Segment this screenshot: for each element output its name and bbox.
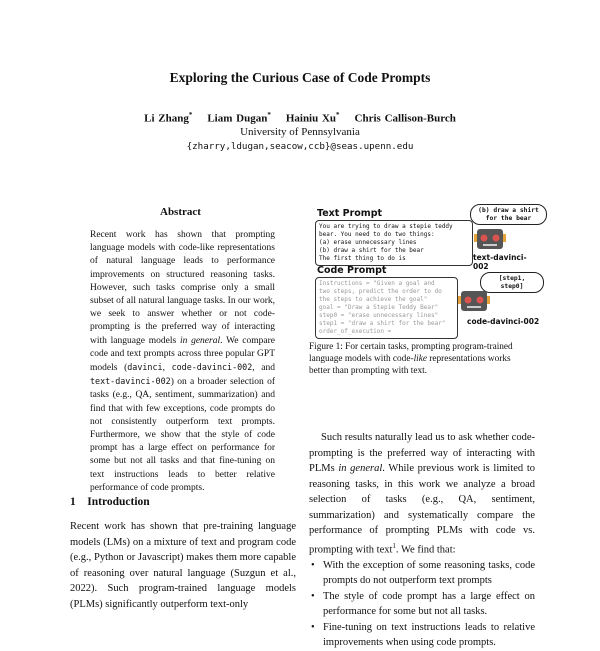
section-heading	[70, 496, 150, 508]
text-prompt-label: Text Prompt	[317, 208, 383, 219]
model-name: text-davinci-002	[90, 376, 171, 387]
paragraph-text: . We find that:	[395, 544, 456, 555]
abstract-body	[90, 229, 275, 495]
right-column-body	[309, 430, 535, 651]
figure-1	[315, 205, 540, 335]
list-item: • Fine-tuning on text instructions leads to relative improvements when using code prompts.	[323, 620, 535, 651]
footnote-marker: 1	[392, 541, 396, 550]
paragraph-text: . While previous work is limited to reasoning tasks, in this work we analyze a broad selection of tasks (e.g., QA, sentiment, summarization) and systematically compare the performance of prompting PLMs with code vs. prompting with text	[309, 463, 535, 555]
author-name: Chris Callison-Burch	[354, 112, 456, 125]
code-model-label: code-davinci-002	[467, 317, 540, 326]
figure-caption	[309, 341, 534, 378]
section-number: 1	[70, 496, 76, 508]
list-item: • With the exception of some reasoning tasks, code prompts do not outperform text prompts	[323, 558, 535, 589]
author-name: Hainiu Xu	[285, 112, 337, 125]
paper-title: Exploring the Curious Case of Code Prompts	[169, 70, 431, 85]
text-model-output: (b) draw a shirt for the bear	[478, 207, 539, 222]
list-item: • The style of code prompt has a large effect on performance for some but not all tasks.	[323, 589, 535, 620]
code-prompt-box: Instructions = "Given a goal and two steps, predict the order to do the steps to achieve the goal" goal = "Draw a Stepie Teddy Bear" step0 = "erase unnecessary lines" step1 = "draw a shirt for the bear" order_of_execution =	[315, 277, 458, 339]
text-model-label: text-davinci-002	[473, 253, 527, 271]
code-prompt-label: Code Prompt	[317, 265, 387, 276]
author-list	[0, 111, 600, 125]
abstract-text: ) on a broader selection of tasks (e.g., QA, sentiment, summarization) and find that with few exceptions, code prompts do not consistently outperform text prompts. Furthermore, we show that the style of code prompt has a large effect on performance for some but not all tasks and that fine-tuning on text instructions leads to better relative performance of code prompts.	[90, 377, 275, 493]
caption-emphasis: like	[413, 354, 427, 365]
caption-text: Figure 1: For certain tasks, prompting program-trained language models with code-	[309, 342, 513, 365]
paragraph-text: Such results naturally lead us to ask whether code-prompting is the preferred way of interacting with PLMs	[309, 432, 535, 474]
equal-contribution-mark: *	[267, 111, 271, 119]
intro-paragraph: Recent work has shown that pre-training language models (LMs) on a mixture of text and program code (e.g., Python or Javascript) makes them more capable of reasoning over natural language (Suzgun et al., 2022). Such program-trained language models (PLMs) significantly outperform text-only	[70, 521, 296, 610]
author-name: Liam Dugan	[207, 112, 268, 125]
code-model-output: [step1, step0]	[498, 275, 526, 290]
findings-paragraph	[309, 430, 535, 558]
abstract-heading: Abstract	[160, 206, 201, 218]
caption-text: representations works better than prompting with text.	[309, 354, 511, 377]
abstract-text: . We compare code and text prompts across three popular GPT models (	[90, 335, 275, 374]
model-name: davinci	[127, 362, 163, 373]
equal-contribution-mark: *	[336, 111, 340, 119]
affiliation: University of Pennsylvania	[240, 126, 360, 138]
model-name: code-davinci-002	[171, 362, 253, 373]
abstract-text: Recent work has shown that prompting language models with code-like representations of natural language leads to performance improvements on structured reasoning tasks. However, such tasks comprise only a small subset of all natural language tasks. In our work, we seek to answer whether or not code-prompting is the preferred way of interacting with language models	[90, 230, 275, 346]
paragraph-emphasis: in general	[338, 463, 383, 474]
equal-contribution-mark: *	[188, 111, 193, 119]
author-emails: {zharry,ldugan,seacow,ccb}@seas.upenn.edu	[186, 141, 414, 152]
abstract-text: , and	[252, 363, 276, 374]
findings-list	[309, 558, 535, 651]
section-title: Introduction	[87, 496, 150, 508]
abstract-emphasis: in general	[179, 335, 221, 346]
author-name: Li Zhang	[144, 112, 189, 125]
text-prompt-box: You are trying to draw a stepie teddy bear. You need to do two things: (a) erase unnecessary lines (b) draw a shirt for the bear The first thing to do is	[315, 220, 473, 266]
abstract-text: ,	[162, 363, 172, 374]
